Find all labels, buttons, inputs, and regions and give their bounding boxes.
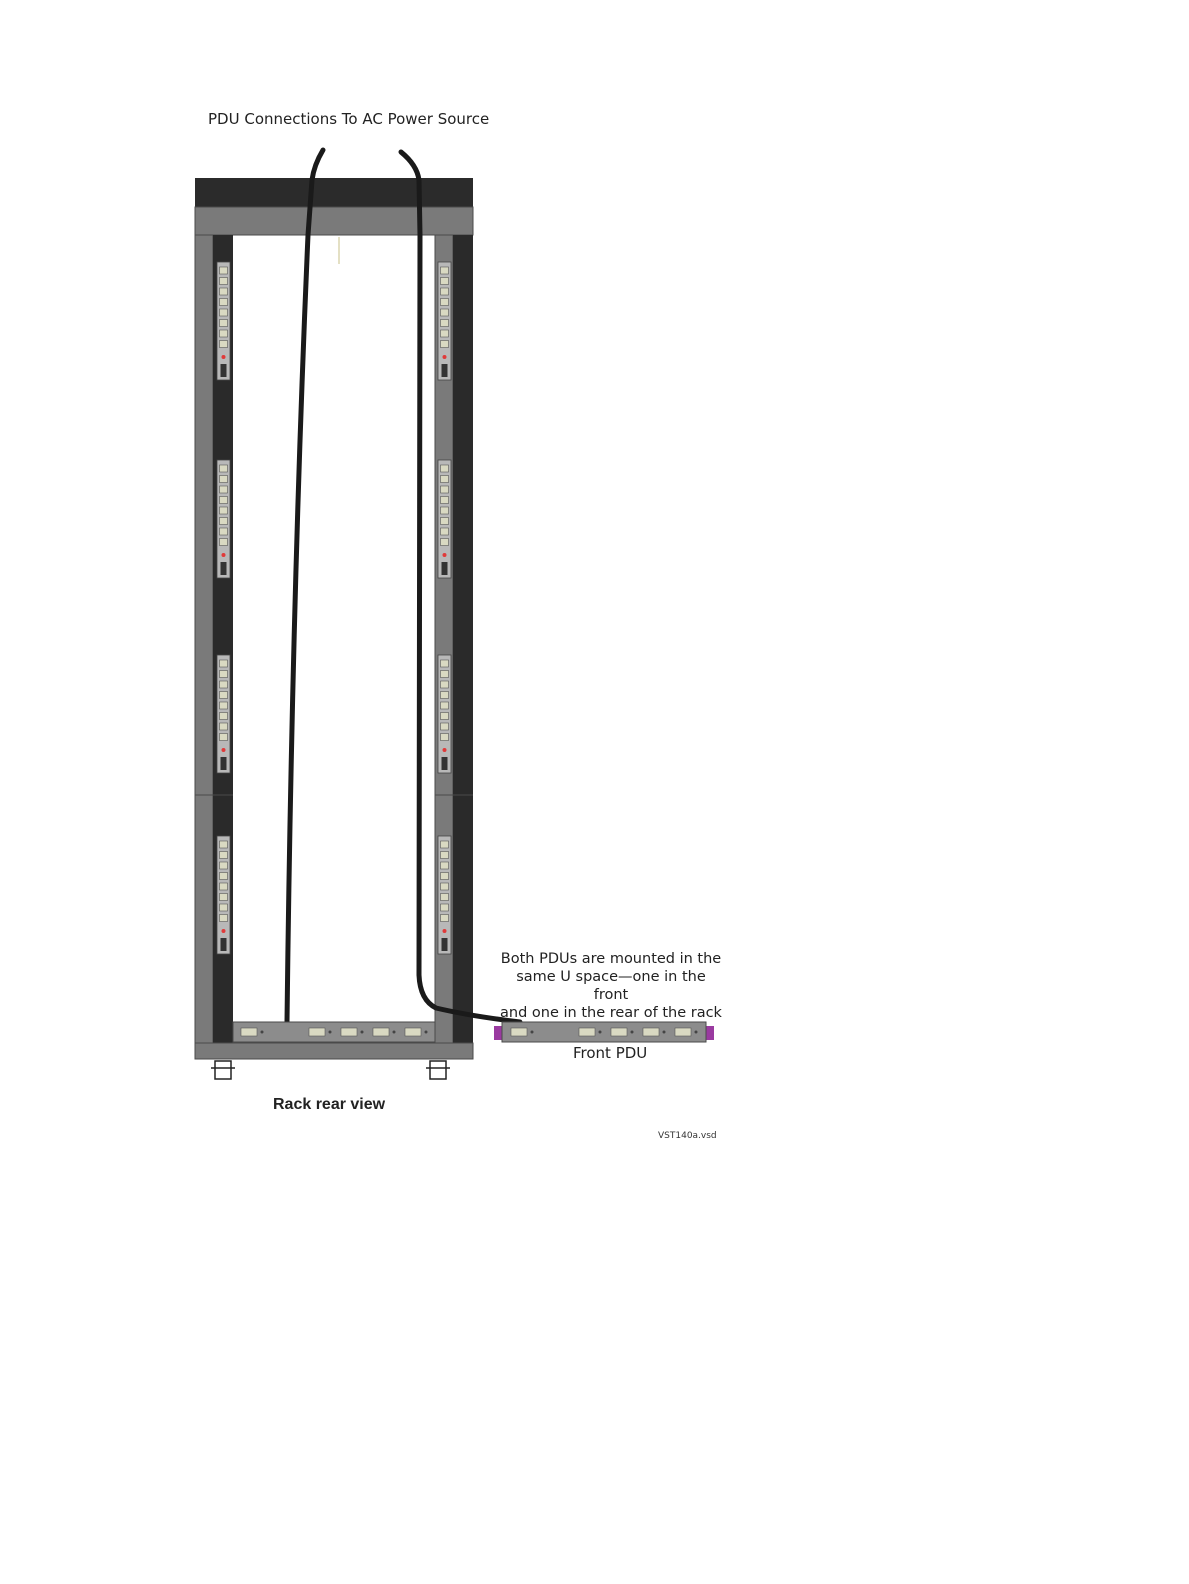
- vertical-pdu-strip: [217, 836, 230, 954]
- vertical-pdu-strip: [217, 655, 230, 773]
- vertical-pdu-strip: [438, 262, 451, 380]
- front-pdu-label: Front PDU: [573, 1044, 648, 1062]
- front-pdu: [494, 1022, 714, 1042]
- note-line: same U space—one in the front: [516, 969, 706, 1003]
- vertical-pdu-strip: [438, 460, 451, 578]
- vertical-pdu-strip: [217, 460, 230, 578]
- note-line: Both PDUs are mounted in the: [500, 951, 722, 967]
- vertical-pdu-strip: [217, 262, 230, 380]
- rear-pdu: [233, 1022, 435, 1042]
- rack-bottom-frame: [195, 1043, 473, 1059]
- vertical-pdu-strip: [438, 655, 451, 773]
- power-cable-icon: [287, 150, 323, 1022]
- filename-label: VST140a.vsd: [658, 1131, 717, 1141]
- rack-top-cap: [195, 178, 473, 207]
- vertical-pdu-strip: [438, 836, 451, 954]
- mounting-note: [498, 950, 724, 1022]
- caster-wheel-icon: [211, 1061, 235, 1079]
- rack-top-frame: [195, 207, 473, 235]
- vertical-pdu-strips: [217, 262, 451, 954]
- diagram-title: PDU Connections To AC Power Source: [208, 110, 490, 128]
- rack-view-caption: Rack rear view: [273, 1096, 386, 1113]
- rack-left-post-outer: [195, 235, 213, 1043]
- rack-right-post-outer: [453, 235, 473, 1043]
- caster-wheel-icon: [426, 1061, 450, 1079]
- note-line: and one in the rear of the rack: [500, 1005, 722, 1021]
